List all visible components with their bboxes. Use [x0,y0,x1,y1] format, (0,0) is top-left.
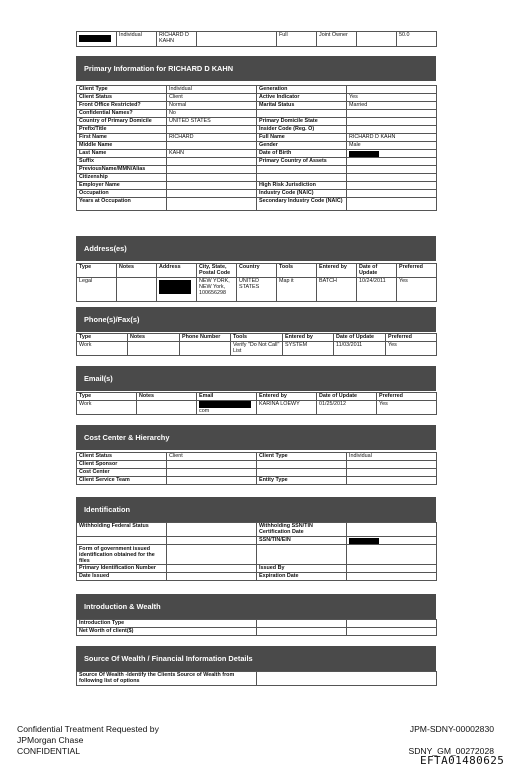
verify-do-not-call-link[interactable]: Verify "Do Not Call" List [231,342,283,356]
field-label: Last Name [77,150,167,158]
addresses-section [76,236,436,302]
footer-confidential: CONFIDENTIAL [17,746,81,756]
address-city: NEW YORK, NEW York, 100656298 [197,278,237,302]
phone-type: Work [77,342,128,356]
email-address: com [197,401,257,415]
map-it-link[interactable]: Map it [277,278,317,302]
phone-number [180,342,231,356]
field-label: Country of Primary Domicile [77,118,167,126]
field-value [347,182,437,190]
field-label: Occupation [77,190,167,198]
col-header: Notes [117,264,157,278]
field-label: Years at Occupation [77,198,167,211]
col-header: Address [157,264,197,278]
emails-header: Email(s) [76,366,436,391]
field-value [167,198,257,211]
table-row [77,94,437,102]
col-header: Preferred [397,264,437,278]
col-header: City, State, Postal Code [197,264,237,278]
footer-confidential-request: Confidential Treatment Requested by [17,724,159,734]
col-header: Date of Update [334,334,386,342]
owner-access: Full [277,32,317,47]
field-value: Client [167,453,257,461]
col-header: Preferred [377,393,437,401]
field-label: Client Status [77,94,167,102]
top-owner-row-table [76,31,437,47]
redacted-cell [77,32,117,47]
table-row [77,118,437,126]
phones-table [76,333,437,356]
identification-table: Withholding Federal Status Withholding SSN/TIN Certification Date SSN/TIN/EIN Form of government issued identification obtained for the files Primary Identification Number Issued By Date Issued Expiration Date [76,522,437,581]
field-value: Male [347,142,437,150]
field-value [347,190,437,198]
col-header: Date of Update [357,264,397,278]
field-label: Client Service Team [77,477,167,485]
field-label [257,469,347,477]
field-label: Citizenship [77,174,167,182]
field-label: Industry Code (NAIC) [257,190,347,198]
field-label: Employer Name [77,182,167,190]
field-value [347,150,437,158]
field-value [347,174,437,182]
field-value: KAHN [167,150,257,158]
field-value: Individual [347,453,437,461]
cost-center-header: Cost Center & Hierarchy [76,425,436,450]
col-header: Notes [128,334,180,342]
field-value: Client [167,94,257,102]
field-label: Client Sponsor [77,461,167,469]
field-label: High Risk Jurisdiction [257,182,347,190]
field-value [167,469,257,477]
col-header: Tools [277,264,317,278]
field-value [167,158,257,166]
table-row [77,469,437,477]
phones-header: Phone(s)/Fax(s) [76,307,436,332]
field-label: Generation [257,86,347,94]
table-row [77,166,437,174]
bates-sdny: SDNY_GM_00272028 [408,746,494,756]
table-row [77,461,437,469]
field-label: Primary Domicile State [257,118,347,126]
ssn-redacted [347,537,437,545]
table-row [77,453,437,461]
field-label: Middle Name [77,142,167,150]
email-date: 01/25/2012 [317,401,377,415]
field-label: Suffix [77,158,167,166]
table-row [77,86,437,94]
primary-info-header: Primary Information for RICHARD D KAHN [76,56,436,81]
dob-redacted [349,151,379,157]
table-row [77,198,437,211]
field-label: Primary Country of Assets [257,158,347,166]
phones-section [76,307,436,356]
source-wealth-section [76,646,436,686]
field-value [347,118,437,126]
field-value [167,477,257,485]
owner-name: RICHARD D KAHN [157,32,197,47]
col-header: Country [237,264,277,278]
table-row [77,477,437,485]
field-value [347,461,437,469]
col-header: Phone Number [180,334,231,342]
owner-percentage: 50.0 [397,32,437,47]
intro-wealth-table: Introduction Type Net Worth of client($) [76,619,437,636]
field-value: Individual [167,86,257,94]
field-value [167,190,257,198]
field-label [257,174,347,182]
field-value: Yes [347,94,437,102]
efta-number: EFTA01480625 [420,754,505,767]
table-row [77,182,437,190]
field-value: Normal [167,102,257,110]
email-preferred: Yes [377,401,437,415]
field-label: Front Office Restricted? [77,102,167,110]
phone-preferred: Yes [386,342,437,356]
col-header: Entered by [317,264,357,278]
field-value: UNITED STATES [167,118,257,126]
address-preferred: Yes [397,278,437,302]
field-value [347,469,437,477]
table-row [77,174,437,182]
col-header: Preferred [386,334,437,342]
field-label: Client Type [77,86,167,94]
source-wealth-table: Source Of Wealth -Identify the Clients Source of Wealth from following list of options [76,671,437,686]
emails-section [76,366,436,415]
field-label: Entity Type [257,477,347,485]
field-value [167,142,257,150]
field-value [347,477,437,485]
table-row [77,158,437,166]
field-value: RICHARD D KAHN [347,134,437,142]
primary-info-section [76,56,436,211]
table-row [77,150,437,158]
field-label: First Name [77,134,167,142]
email-type: Work [77,401,137,415]
col-header: Email [197,393,257,401]
cost-center-section [76,425,436,485]
phone-date: 11/03/2011 [334,342,386,356]
field-value: RICHARD [167,134,257,142]
addresses-table [76,263,437,302]
emails-table [76,392,437,415]
table-row [77,126,437,134]
field-value [347,198,437,211]
field-label: Date of Birth [257,150,347,158]
field-label: Gender [257,142,347,150]
field-value [347,86,437,94]
field-value: Married [347,102,437,110]
col-header: Date of Update [317,393,377,401]
address-redacted [157,278,197,302]
field-label: Client Type [257,453,347,461]
col-header: Tools [231,334,283,342]
field-label: Marital Status [257,102,347,110]
intro-wealth-header: Introduction & Wealth [76,594,436,619]
field-label: Confidential Names? [77,110,167,118]
field-label: Client Status [77,453,167,461]
field-label: Insider Code (Reg. O) [257,126,347,134]
address-date: 10/24/2011 [357,278,397,302]
cost-center-table [76,452,437,485]
field-value [347,166,437,174]
table-row [77,110,437,118]
owner-role: Joint Owner [317,32,357,47]
address-country: UNITED STATES [237,278,277,302]
identification-section [76,497,436,581]
footer-right [398,724,494,757]
col-header: Entered by [257,393,317,401]
field-value [167,126,257,134]
field-value [347,110,437,118]
bates-jpm: JPM-SDNY-00002830 [409,724,494,734]
address-type: Legal [77,278,117,302]
field-label: Active Indicator [257,94,347,102]
field-value: No [167,110,257,118]
field-label: PreviousName/MMN/Alias [77,166,167,174]
field-label [257,461,347,469]
field-value [347,158,437,166]
intro-wealth-section [76,594,436,636]
col-header: Type [77,393,137,401]
col-header: Entered by [283,334,334,342]
source-wealth-header: Source Of Wealth / Financial Information Details [76,646,436,671]
primary-info-table [76,85,437,211]
phone-entered-by: SYSTEM [283,342,334,356]
field-label: Secondary Industry Code (NAIC) [257,198,347,211]
field-value [167,461,257,469]
table-row [77,142,437,150]
table-row [77,102,437,110]
field-label: Cost Center [77,469,167,477]
col-header: Type [77,334,128,342]
col-header: Notes [137,393,197,401]
addresses-header: Address(es) [76,236,436,261]
field-label [257,110,347,118]
field-label: Full Name [257,134,347,142]
col-header: Type [77,264,117,278]
identification-header: Identification [76,497,436,522]
field-value [167,174,257,182]
field-value [347,126,437,134]
email-entered-by: KARINA LOEWY [257,401,317,415]
table-row [77,134,437,142]
table-row [77,190,437,198]
field-label: Prefix/Title [77,126,167,134]
footer-company: JPMorgan Chase [17,735,84,745]
footer-left [17,724,159,757]
address-entered-by: BATCH [317,278,357,302]
field-label [257,166,347,174]
field-value [167,166,257,174]
owner-type: Individual [117,32,157,47]
field-value [167,182,257,190]
